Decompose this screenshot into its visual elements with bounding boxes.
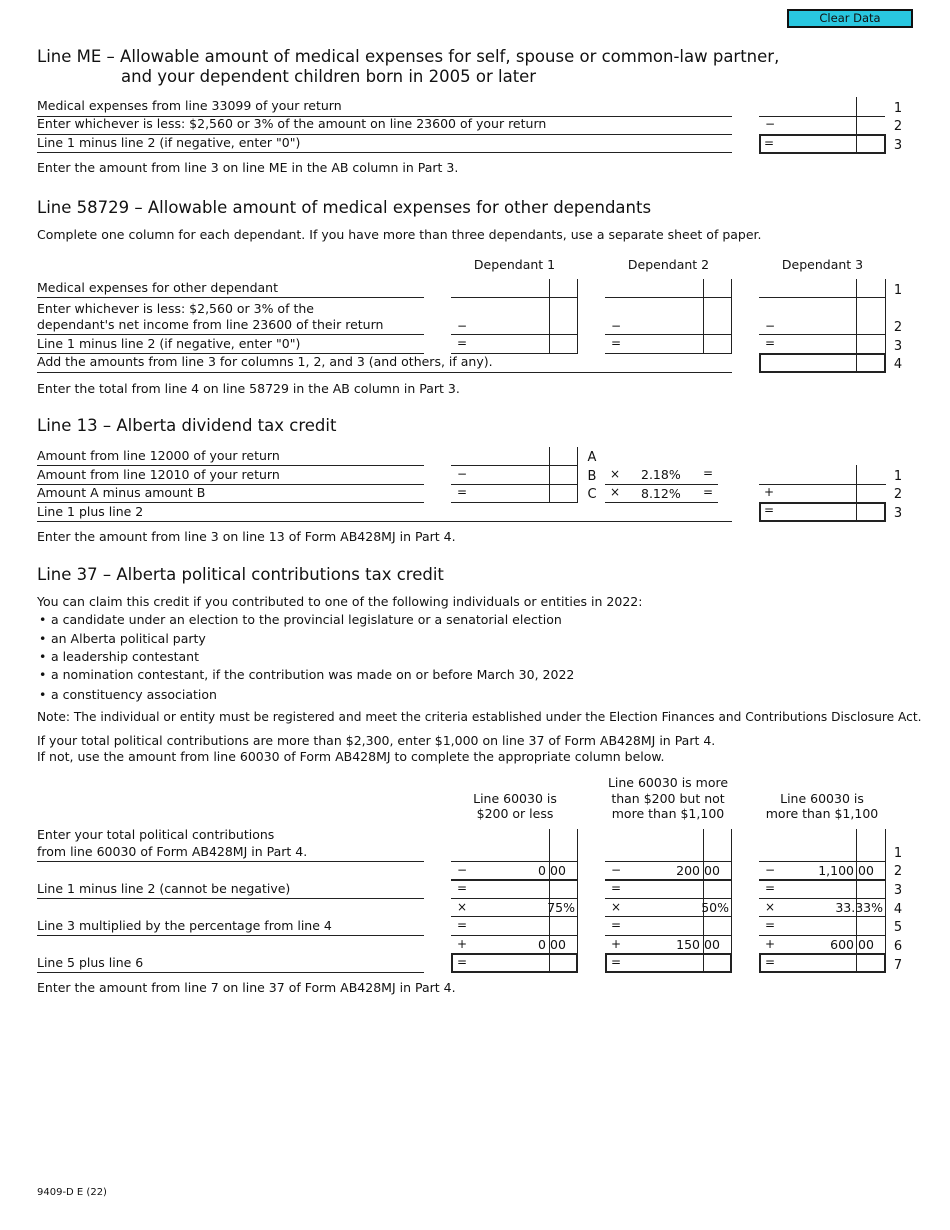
l37-c1-line-2-dollars: 0: [538, 863, 546, 878]
l37-col2-header-a: Line 60030 is more: [607, 775, 729, 790]
l37-c1-line-3-field[interactable]: [451, 898, 578, 899]
line-37-intro: You can claim this credit if you contributed to one of the following individuals or entities in 2022:: [37, 594, 643, 609]
l37-c1-line-2-cents: 00: [550, 863, 566, 878]
dep-row-1-label: Medical expenses for other dependant: [37, 280, 278, 295]
clear-data-button[interactable]: Clear Data: [787, 9, 913, 28]
bullet-1: a candidate under an election to the provincial legislature or a senatorial election: [51, 612, 562, 627]
dep-row-2-label-b: dependant's net income from line 23600 of their return: [37, 317, 384, 332]
l37-c1-line-1-field[interactable]: [451, 861, 578, 862]
bullet-2: an Alberta political party: [51, 631, 206, 646]
l37-c3-line-5-field[interactable]: [759, 935, 886, 936]
l37-c3-line-6-dollars: 600: [830, 937, 854, 952]
l37-c2-line-3-field[interactable]: [605, 898, 732, 899]
l37-row-7-label: Line 5 plus line 6: [37, 955, 144, 970]
line-37-note: Note: The individual or entity must be registered and meet the criteria established under the Election Finances and Contributions Disclosure Act.: [37, 710, 922, 724]
l13-letter-b: B: [587, 469, 597, 484]
l37-c3-line-6-cents: 00: [858, 937, 874, 952]
l13-rate-c: 8.12%: [641, 486, 681, 501]
l37-c1-line-7-field[interactable]: [451, 953, 578, 973]
line-37-title: Line 37 – Alberta political contributions tax credit: [37, 565, 444, 584]
line-37-if-not: If not, use the amount from line 60030 of Form AB428MJ to complete the appropriate column below.: [37, 749, 665, 764]
l13-line-1-field[interactable]: [759, 484, 886, 485]
dep2-line-3-field[interactable]: [605, 353, 732, 354]
l13-row-a-label: Amount from line 12000 of your return: [37, 448, 280, 463]
l13-amount-c-field[interactable]: [451, 502, 578, 503]
form-code: 9409-D E (22): [37, 1187, 107, 1198]
l37-c2-line-1-field[interactable]: [605, 861, 732, 862]
dep2-line-1-field[interactable]: [605, 297, 732, 298]
line-58729-note: Enter the total from line 4 on line 58729 in the AB column in Part 3.: [37, 381, 460, 396]
line-13-note: Enter the amount from line 3 on line 13 of Form AB428MJ in Part 4.: [37, 529, 456, 544]
l37-col1-header-b: $200 or less: [476, 806, 554, 821]
dep1-line-1-field[interactable]: [451, 297, 578, 298]
dep3-line-2-field[interactable]: [759, 334, 886, 335]
dep-row-4-label: Add the amounts from line 3 for columns 1, 2, and 3 (and others, if any).: [37, 354, 493, 369]
l37-col3-header-a: Line 60030 is: [780, 791, 864, 806]
l37-c3-line-4: 33.33%: [835, 900, 883, 915]
l37-c2-line-7-field[interactable]: [605, 953, 732, 973]
dep3-line-1-field[interactable]: [759, 297, 886, 298]
col-dependant-1: Dependant 1: [473, 257, 556, 272]
dep-row-2-label-a: Enter whichever is less: $2,560 or 3% of the: [37, 301, 314, 316]
l37-c2-line-4: 50%: [701, 900, 729, 915]
l37-c2-line-5-field[interactable]: [605, 935, 732, 936]
l37-row-5-label: Line 3 multiplied by the percentage from line 4: [37, 918, 332, 933]
line-58729-intro: Complete one column for each dependant. If you have more than three dependants, use a separate sheet of paper.: [37, 227, 762, 242]
l13-letter-c: C: [587, 487, 597, 502]
dep1-line-2-field[interactable]: [451, 334, 578, 335]
l37-c2-line-2-cents: 00: [704, 863, 720, 878]
l37-c3-line-2-cents: 00: [858, 863, 874, 878]
me-note: Enter the amount from line 3 on line ME in the AB column in Part 3.: [37, 160, 459, 175]
dep1-line-3-field[interactable]: [451, 353, 578, 354]
me-row-1-label: Medical expenses from line 33099 of your return: [37, 98, 342, 113]
l13-row-b-label: Amount from line 12010 of your return: [37, 467, 280, 482]
l37-c3-line-3-field[interactable]: [759, 898, 886, 899]
col-dependant-2: Dependant 2: [627, 257, 710, 272]
l37-row-1-label-b: from line 60030 of Form AB428MJ in Part 4.: [37, 844, 308, 859]
l37-c1-line-5-field[interactable]: [451, 935, 578, 936]
l37-c2-line-6-cents: 00: [704, 937, 720, 952]
l13-amount-b-field[interactable]: [451, 484, 578, 485]
line-me-title: Line ME – Allowable amount of medical expenses for self, spouse or common-law partner,: [37, 47, 780, 66]
bullet-3: a leadership contestant: [51, 649, 199, 664]
me-line-3-field[interactable]: [759, 134, 886, 154]
line-me-title-cont: and your dependent children born in 2005 or later: [121, 67, 537, 86]
line-58729-title: Line 58729 – Allowable amount of medical expenses for other dependants: [37, 198, 652, 217]
line-13-title: Line 13 – Alberta dividend tax credit: [37, 416, 337, 435]
l37-c1-line-6-dollars: 0: [538, 937, 546, 952]
l37-c1-line-4: 75%: [547, 900, 575, 915]
l13-row-c-label: Amount A minus amount B: [37, 485, 206, 500]
l37-c2-line-2-dollars: 200: [676, 863, 700, 878]
l37-c3-line-1-field[interactable]: [759, 861, 886, 862]
l37-c3-line-7-field[interactable]: [759, 953, 886, 973]
l37-row-3-label: Line 1 minus line 2 (cannot be negative): [37, 881, 291, 896]
me-row-3-label: Line 1 minus line 2 (if negative, enter "0"): [37, 135, 301, 150]
l13-letter-a: A: [587, 450, 597, 465]
me-row-2-label: Enter whichever is less: $2,560 or 3% of the amount on line 23600 of your return: [37, 116, 547, 131]
l37-col2-header-c: more than $1,100: [611, 806, 725, 821]
l13-rate-b: 2.18%: [641, 467, 681, 482]
l37-col1-header-a: Line 60030 is: [473, 791, 557, 806]
l37-row-1-label-a: Enter your total political contributions: [37, 827, 275, 842]
bullet-4: a nomination contestant, if the contribution was made on or before March 30, 2022: [51, 667, 575, 682]
dep-line-4-total-field[interactable]: [759, 353, 886, 373]
l37-c3-line-2-dollars: 1,100: [818, 863, 854, 878]
dep-row-3-label: Line 1 minus line 2 (if negative, enter "0"): [37, 336, 301, 351]
l37-c1-line-6-cents: 00: [550, 937, 566, 952]
l13-line-3-field[interactable]: [759, 502, 886, 522]
l37-col2-header-b: than $200 but not: [611, 791, 725, 806]
dep2-line-2-field[interactable]: [605, 334, 732, 335]
me-line-1-field[interactable]: [759, 116, 885, 117]
bullet-5: a constituency association: [51, 687, 217, 702]
col-dependant-3: Dependant 3: [781, 257, 864, 272]
l13-row-line3-label: Line 1 plus line 2: [37, 504, 144, 519]
l13-amount-a-field[interactable]: [451, 465, 578, 466]
l37-col3-header-b: more than $1,100: [765, 806, 879, 821]
line-37-footer-note: Enter the amount from line 7 on line 37 of Form AB428MJ in Part 4.: [37, 980, 456, 995]
l37-c2-line-6-dollars: 150: [676, 937, 700, 952]
line-37-if-more: If your total political contributions are more than $2,300, enter $1,000 on line 37 of Form AB428MJ in Part 4.: [37, 733, 716, 748]
